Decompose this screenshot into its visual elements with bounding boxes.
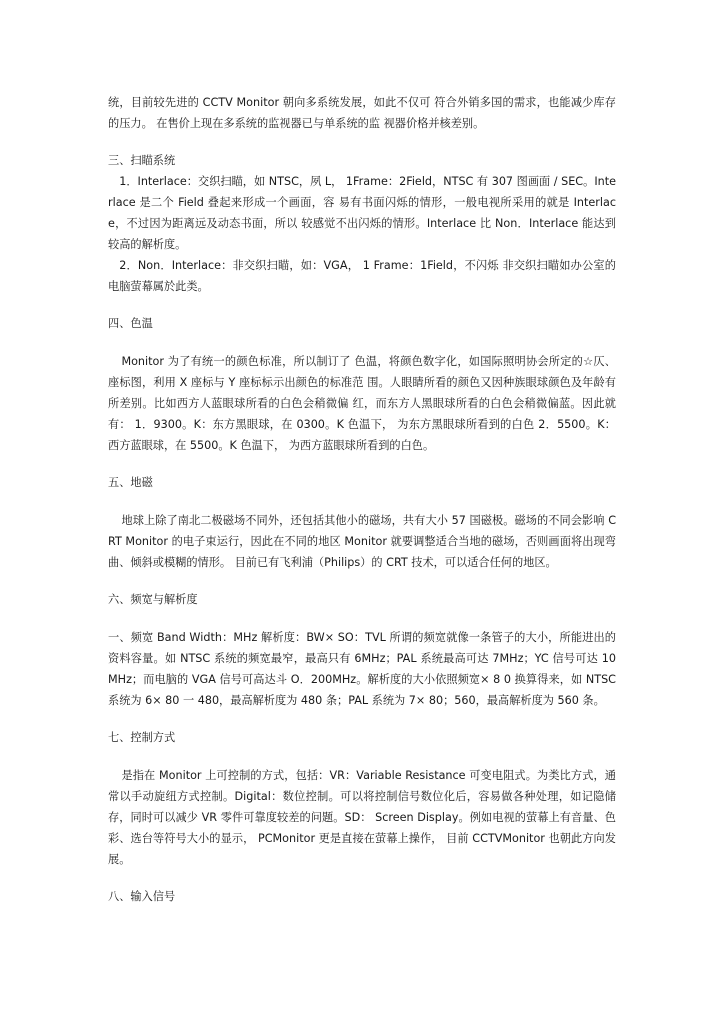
spacer [108,870,616,886]
section-heading-input-signal: 八、输入信号 [108,890,176,903]
intro-paragraph: 统，目前较先进的 CCTV Monitor 朝向多系统发展，如此不仅可 符合外销多国的需求，也能减少库存的压力。 在售价上现在多系统的监视器已与单系统的监 视器价格并核差别。 [108,96,616,130]
section-heading-scan: 三、扫瞄系统 [108,154,176,167]
spacer [108,456,616,472]
spacer [108,334,616,351]
spacer [108,610,616,627]
spacer [108,134,616,150]
bandwidth-resolution-paragraph: 一、频宽 Band Width：MHz 解析度：BW× SO：TVL 所谓的频宽就像一条管子的大小，所能进出的资料容量。如 NTSC 系统的频宽最窄，最高只有 6MHz；PAL 系统最高可达 7MHz；YC 信号可达 10MHz；而电脑的 VGA 信号可高达斗 O．200MHz。解析度的大小依照频宽× 8 0 换算得来，如 NTSC 系统为 6× 80 一 480，最高解析度为 480 条；PAL 系统为 7× 80；560，最高解析度为 560 条。 [108,631,616,707]
spacer [108,297,616,313]
spacer [108,573,616,589]
scan-non-interlace-paragraph: 2．Non．Interlace：非交织扫瞄，如：VGA， 1 Frame：1Field，不闪烁 非交织扫瞄如办公室的电脑萤幕属於此类。 [108,259,616,293]
document-page [108,92,616,907]
color-temperature-paragraph: Monitor 为了有统一的颜色标准，所以制订了 色温，将颜色数字化，如国际照明协会所定的☆仄、座标图，利用 X 座标与 Y 座标标示出颜色的标准范 围。人眼睛所看的颜色又因种族眼球颜色及年龄有 所差别。比如西方人蓝眼球所看的白色会稍微偏 红，而东方人黑眼球所看的白色会稍微偏蓝。因此就有： 1．9300。K：东方黑眼球，在 0300。K 色温下， 为东方黑眼球所看到的白色 2．5500。K：西方蓝眼球，在 5500。K 色温下， 为西方蓝眼球所看到的白色。 [108,355,616,452]
section-heading-control-method: 七、控制方式 [108,731,176,744]
geomagnetism-paragraph: 地球上除了南北二极磁场不同外，还包括其他小的磁场，共有大小 57 国磁极。磁场的不同会影响 CRT Monitor 的电子束运行，因此在不同的地区 Monitor 就要调整适合当地的磁场，否则画面将出现弯曲、倾斜或模糊的情形。 目前已有飞利浦（Philips）的 CRT 技术，可以适合任何的地区。 [108,514,616,569]
spacer [108,493,616,510]
spacer [108,711,616,727]
control-method-paragraph: 是指在 Monitor 上可控制的方式，包括：VR：Variable Resistance 可变电阻式。为类比方式，通常以手动旋纽方式控制。Digital：数位控制。可以将控制信号数位化后，容易做各种处理，如记隐储存，同时可以减少 VR 零件可靠度较差的问题。SD： Screen Display。例如电视的萤幕上有音量、色彩、选台等符号大小的显示， PCMonitor 更是直接在萤幕上操作， 目前 CCTVMonitor 也朝此方向发展。 [108,769,616,866]
section-heading-color-temperature: 四、色温 [108,317,153,330]
section-heading-geomagnetism: 五、地磁 [108,476,153,489]
spacer [108,748,616,765]
scan-interlace-paragraph: 1．Interlace：交织扫瞄，如 NTSC，夙 L， 1Frame：2Field，NTSC 有 307 图画面 / SEC。Interlace 是二个 Field 叠起来形成一个画面，容 易有书面闪烁的情形，一般电视所采用的就是 Interlace，不过因为距离远及动态书面，所以 较感觉不出闪烁的情形。Interlace 比 Non．Interlace 能达到较高的解析度。 [108,175,616,251]
section-heading-bandwidth-resolution: 六、频宽与解析度 [108,593,198,606]
